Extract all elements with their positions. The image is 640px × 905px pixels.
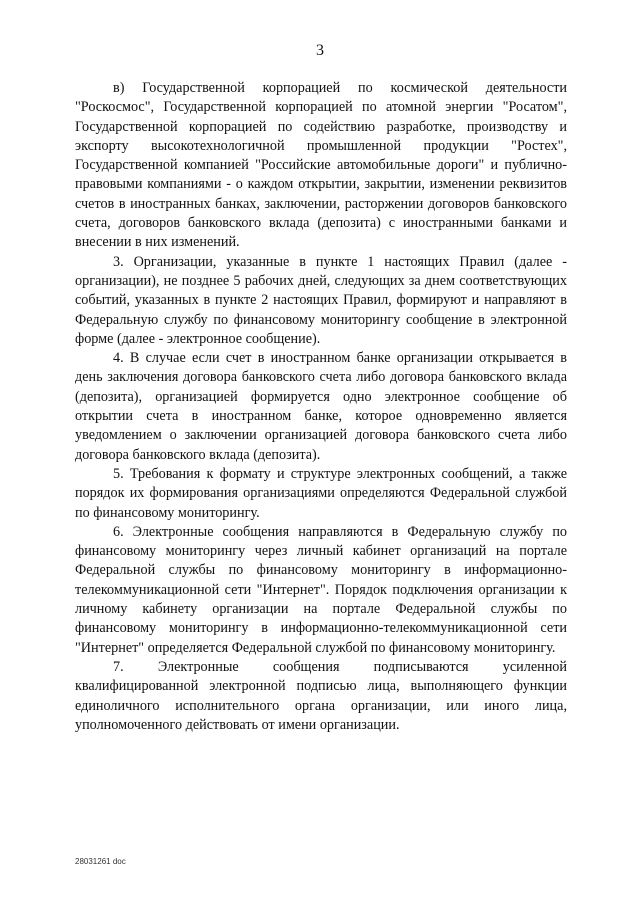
paragraph-2v: в) Государственной корпорацией по космической деятельности "Роскосмос", Государственной корпорацией по атомной энергии "Росатом", Государственной корпорацией по содействию разработке, производству и экспорту высокотехнологичной промышленной продукции "Ростех", Государственной компанией "Российские автомобильные дороги" и публично-правовыми компаниями - о каждом открытии, закрытии, изменении реквизитов счетов в иностранных банках, заключении, расторжении договоров банковского счета, договоров банковского вклада (депозита) с иностранными банками и внесении в них изменений.: [75, 80, 567, 251]
paragraph-3: 3. Организации, указанные в пункте 1 настоящих Правил (далее - организации), не позднее 5 рабочих дней, следующих за днем соответствующих событий, указанных в пункте 2 настоящих Правил, формируют и направляют в Федеральную службу по финансовому мониторингу сообщение в электронной форме (далее - электронное сообщение).: [75, 253, 567, 347]
document-file-code: 28031261 doc: [75, 857, 126, 866]
paragraph-5: 5. Требования к формату и структуре электронных сообщений, а также порядок их формирования организациями определяются Федеральной службой по финансовому мониторингу.: [75, 465, 567, 521]
paragraph-6: 6. Электронные сообщения направляются в Федеральную службу по финансовому мониторингу через личный кабинет организаций на портале Федеральной службы по финансовому мониторингу в информационно-телекоммуникационной сети "Интернет". Порядок подключения организации к личному кабинету организации на портале Федеральной службы по финансовому мониторингу в информационно-телекоммуникационной сети "Интернет" определяется Федеральной службой по финансовому мониторингу.: [75, 523, 567, 656]
page-number: 3: [316, 42, 324, 59]
paragraph-4: 4. В случае если счет в иностранном банке организации открывается в день заключения договора банковского счета либо договора банковского вклада (депозита), организацией формируется одно электронное сообщение об открытии счета в иностранном банке, которое одновременно является уведомлением о заключении организацией договора банковского счета либо договора банковского вклада (депозита).: [75, 350, 567, 463]
document-body: [75, 79, 567, 735]
paragraph-7: 7. Электронные сообщения подписываются усиленной квалифицированной электронной подписью лица, выполняющего функции единоличного исполнительного органа организации, или иного лица, уполномоченного действовать от имени организации.: [75, 658, 567, 733]
